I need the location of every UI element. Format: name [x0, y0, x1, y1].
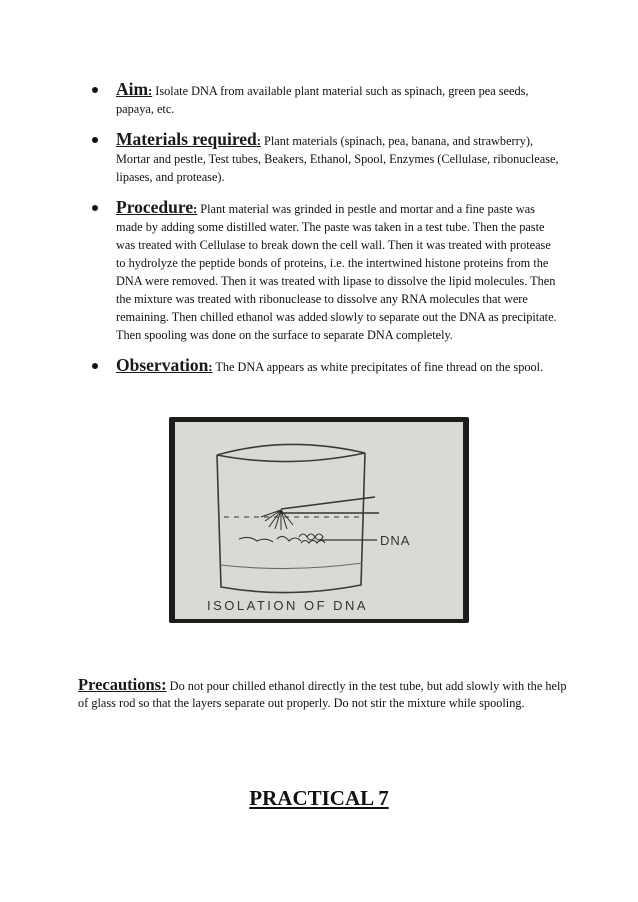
- materials-colon: :: [256, 134, 261, 148]
- bullet-icon: [92, 363, 98, 369]
- observation-paragraph: [116, 356, 562, 376]
- precautions-text: Do not pour chilled ethanol directly in the test tube, but add slowly with the help of glass rod so that the layers separate out properly. Do not stir the mixture while spooling.: [78, 679, 567, 710]
- precautions-section: [78, 676, 568, 712]
- aim-section: [92, 80, 562, 118]
- section-list: [92, 80, 562, 376]
- materials-section: [92, 130, 562, 186]
- observation-text: The DNA appears as white precipitates of fine thread on the spool.: [212, 360, 544, 374]
- figure-caption: ISOLATION OF DNA: [207, 598, 369, 613]
- dna-isolation-figure: [169, 417, 469, 623]
- aim-heading: Aim: [116, 79, 149, 99]
- aim-text: Isolate DNA from available plant material such as spinach, green pea seeds, papaya, etc.: [116, 84, 529, 116]
- observation-heading: Observation: [116, 355, 209, 375]
- procedure-colon: :: [193, 202, 198, 216]
- dna-isolation-drawing: [169, 417, 469, 623]
- precautions-heading: Precautions:: [78, 675, 167, 694]
- procedure-section: [92, 198, 562, 344]
- observation-section: [92, 356, 562, 376]
- materials-heading: Materials required: [116, 129, 257, 149]
- aim-paragraph: [116, 80, 562, 118]
- procedure-heading: Procedure: [116, 197, 194, 217]
- observation-colon: :: [208, 360, 213, 374]
- bullet-icon: [92, 205, 98, 211]
- procedure-text: Plant material was grinded in pestle and mortar and a fine paste was made by adding some distilled water. The paste was taken in a test tube. Then the paste was treated with Cellulase to break down the cell wall. Then it was treated with protease to hydrolyze the peptide bonds of proteins, i.e. the intertwined histone proteins from the DNA were removed. Then it was treated with lipase to dissolve the lipid molecules. Then the mixture was treated with ribonuclease to dissolve any RNA molecules that were remaining. Then chilled ethanol was added slowly to separate out the DNA as precipitate. Then spooling was done on the surface to separate DNA completely.: [116, 202, 557, 342]
- materials-paragraph: [116, 130, 562, 186]
- procedure-paragraph: [116, 198, 562, 344]
- bullet-icon: [92, 87, 98, 93]
- materials-text: Plant materials (spinach, pea, banana, and strawberry), Mortar and pestle, Test tubes, Beakers, Ethanol, Spool, Enzymes (Cellulase, ribonuclease, lipases, and protease).: [116, 134, 559, 184]
- practical-title: PRACTICAL 7: [249, 786, 389, 810]
- aim-colon: :: [148, 84, 153, 98]
- dna-label: DNA: [380, 533, 411, 548]
- bullet-icon: [92, 137, 98, 143]
